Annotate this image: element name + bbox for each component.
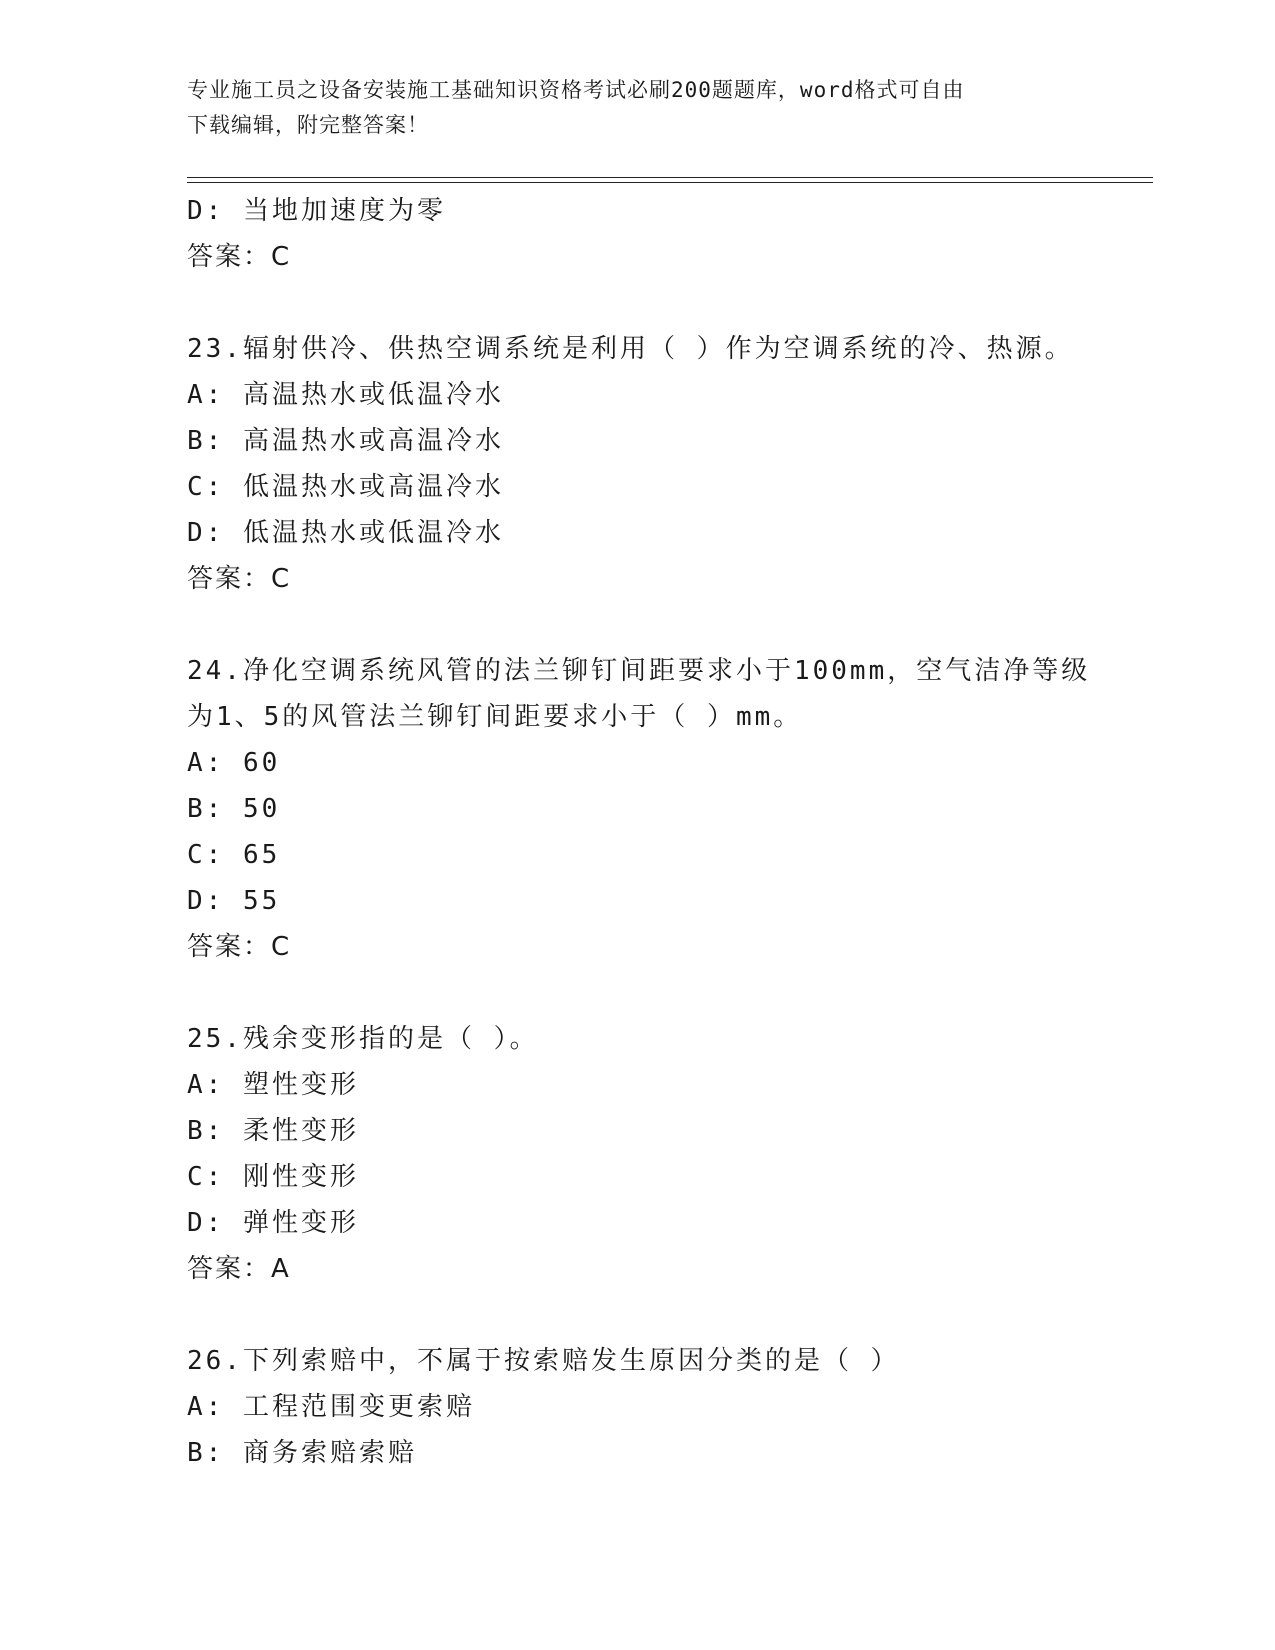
option-d: D: 55 xyxy=(187,886,281,916)
header-line-1: 专业施工员之设备安装施工基础知识资格考试必刷200题题库，word格式可自由 xyxy=(187,78,965,102)
question-list xyxy=(187,188,1117,1476)
question-24 xyxy=(187,648,1117,970)
option-b: B: 高温热水或高温冷水 xyxy=(187,426,504,456)
continued-answer: 答案：C xyxy=(187,242,292,272)
option-c: C: 低温热水或高温冷水 xyxy=(187,472,504,502)
option-d: D: 弹性变形 xyxy=(187,1208,359,1238)
question-stem-line-2: 为1、5的风管法兰铆钉间距要求小于（ ）mm。 xyxy=(187,702,803,732)
spacer xyxy=(187,280,1117,326)
option-b: B: 商务索赔索赔 xyxy=(187,1438,417,1468)
spacer xyxy=(187,1292,1117,1338)
question-25 xyxy=(187,1016,1117,1292)
document-header xyxy=(187,73,1067,143)
option-a: A: 塑性变形 xyxy=(187,1070,359,1100)
option-a: A: 工程范围变更索赔 xyxy=(187,1392,475,1422)
question-26 xyxy=(187,1338,1117,1476)
option-a: A: 高温热水或低温冷水 xyxy=(187,380,504,410)
answer: 答案：C xyxy=(187,564,292,594)
header-divider-top xyxy=(187,177,1153,178)
question-stem: 23.辐射供冷、供热空调系统是利用（ ）作为空调系统的冷、热源。 xyxy=(187,334,1074,364)
question-stem: 25.残余变形指的是（ ）。 xyxy=(187,1024,539,1054)
question-stem-line-1: 24.净化空调系统风管的法兰铆钉间距要求小于100mm，空气洁净等级 xyxy=(187,656,1091,686)
option-c: C: 65 xyxy=(187,840,281,870)
question-stem: 26.下列索赔中，不属于按索赔发生原因分类的是（ ） xyxy=(187,1346,900,1376)
question-23 xyxy=(187,326,1117,602)
answer: 答案：A xyxy=(187,1254,291,1284)
spacer xyxy=(187,602,1117,648)
header-line-2: 下载编辑，附完整答案！ xyxy=(187,113,429,137)
answer: 答案：C xyxy=(187,932,292,962)
spacer xyxy=(187,970,1117,1016)
option-d: D: 低温热水或低温冷水 xyxy=(187,518,504,548)
option-b: B: 柔性变形 xyxy=(187,1116,359,1146)
option-c: C: 刚性变形 xyxy=(187,1162,359,1192)
continued-option-d: D: 当地加速度为零 xyxy=(187,196,446,226)
option-a: A: 60 xyxy=(187,748,281,778)
option-b: B: 50 xyxy=(187,794,281,824)
header-divider-bottom xyxy=(187,182,1153,183)
